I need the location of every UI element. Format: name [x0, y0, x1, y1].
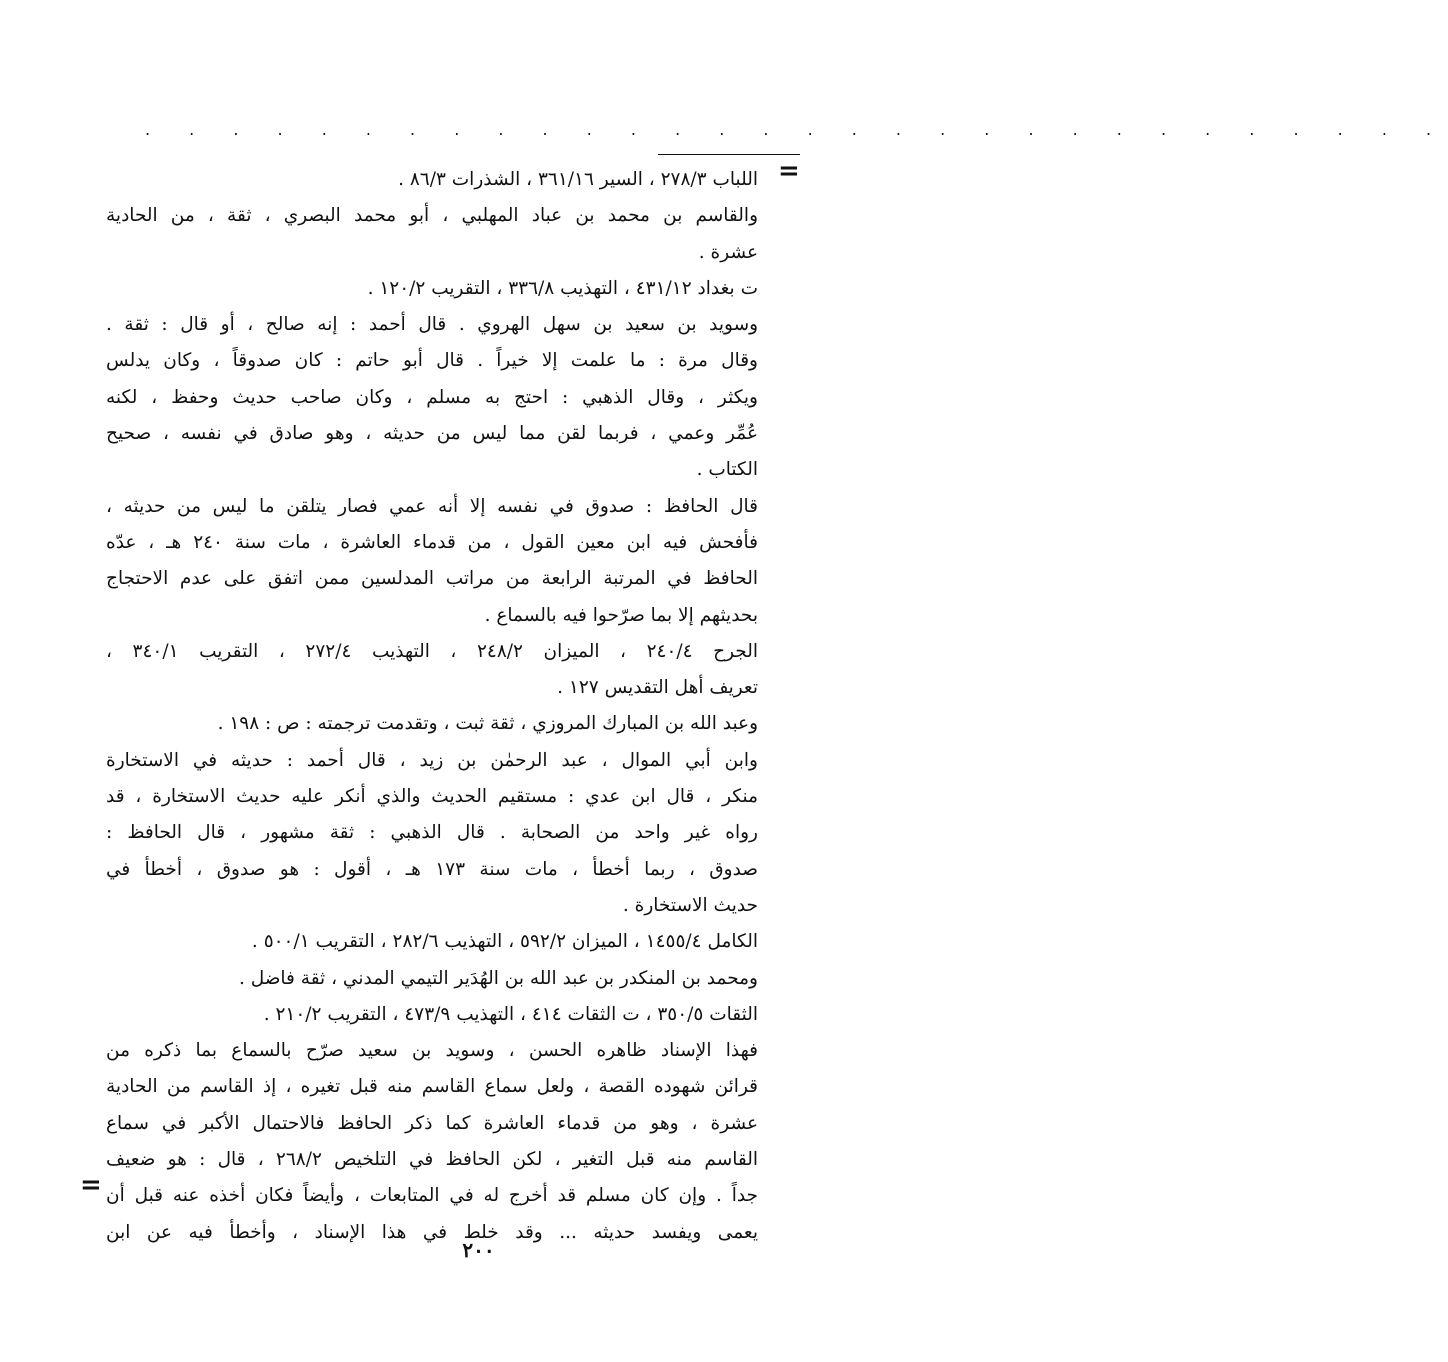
text-line: بحديثهم إلا بما صرّحوا فيه بالسماع . — [484, 604, 758, 626]
text-line: القاسم منه قبل التغير ، لكن الحافظ في التلخيص ٢٦٨/٢ ، قال : هو ضعيف — [106, 1149, 758, 1171]
footnote-text — [106, 162, 758, 1251]
text-line: الثقات ٣٥٠/٥ ، ت الثقات ٤١٤ ، التهذيب ٤٧٣/٩ ، التقريب ٢١٠/٢ . — [263, 1003, 758, 1025]
text-line: عُمِّر وعمي ، فربما لقن مما ليس من حديثه ، وهو صادق في نفسه ، صحيح — [106, 423, 758, 445]
text-line: جداً . وإن كان مسلم قد أخرج له في المتابعات ، وأيضاً فكان أخذه عنه قبل أن — [106, 1185, 758, 1207]
text-line: الكامل ١٤٥٥/٤ ، الميزان ٥٩٢/٢ ، التهذيب ٢٨٢/٦ ، التقريب ٥٠٠/١ . — [251, 931, 758, 953]
text-line: رواه غير واحد من الصحابة . قال الذهبي : ثقة مشهور ، قال الحافظ : — [106, 822, 758, 844]
text-line: الحافظ في المرتبة الرابعة من مراتب المدلسين ممن اتفق على عدم الاحتجاج — [106, 568, 758, 590]
text-line: وسويد بن سعيد بن سهل الهروي . قال أحمد : إنه صالح ، أو قال : ثقة . — [106, 314, 758, 336]
text-line: منكر ، قال ابن عدي : مستقيم الحديث والذي أنكر عليه حديث الاستخارة ، قد — [106, 786, 758, 808]
text-line: والقاسم بن محمد بن عباد المهلبي ، أبو محمد البصري ، ثقة ، من الحادية — [106, 205, 758, 227]
text-line: صدوق ، ربما أخطأ ، مات سنة ١٧٣ هـ ، أقول : هو صدوق ، أخطأ في — [106, 858, 758, 880]
text-line: الجرح ٢٤٠/٤ ، الميزان ٢٤٨/٢ ، التهذيب ٢٧٢/٤ ، التقريب ٣٤٠/١ ، — [106, 640, 758, 662]
text-line: فهذا الإسناد ظاهره الحسن ، وسويد بن سعيد صرّح بالسماع بما ذكره من — [106, 1040, 758, 1062]
footnote-rule — [658, 154, 800, 155]
text-line: ويكثر ، وقال الذهبي : احتج به مسلم ، وكان صاحب حديث وحفظ ، لكنه — [106, 386, 758, 408]
text-line: قال الحافظ : صدوق في نفسه إلا أنه عمي فصار يتلقن ما ليس من حديثه ، — [106, 495, 758, 517]
text-line: تعريف أهل التقديس ١٢٧ . — [557, 677, 758, 699]
text-line: يعمى ويفسد حديثه ... وقد خلط في هذا الإسناد ، وأخطأ فيه عن ابن — [106, 1221, 758, 1243]
text-line: اللباب ٢٧٨/٣ ، السير ٣٦١/١٦ ، الشذرات ٨٦/٣ . — [398, 169, 758, 190]
text-line: وابن أبي الموال ، عبد الرحمٰن بن زيد ، قال أحمد : حديثه في الاستخارة — [106, 749, 758, 771]
text-line: حديث الاستخارة . — [622, 894, 758, 916]
text-line: ت بغداد ٤٣١/١٢ ، التهذيب ٣٣٦/٨ ، التقريب ١٢٠/٢ . — [367, 277, 758, 299]
text-line: قرائن شهوده القصة ، ولعل سماع القاسم منه قبل تغيره ، إذ القاسم من الحادية — [106, 1076, 758, 1098]
text-line: فأفحش فيه ابن معين القول ، من قدماء العاشرة ، مات سنة ٢٤٠ هـ ، عدّه — [106, 531, 758, 553]
text-line: عشرة . — [698, 241, 758, 263]
text-line: وعبد الله بن المبارك المروزي ، ثقة ثبت ، وتقدمت ترجمته : ص : ١٩٨ . — [217, 713, 758, 735]
text-line: الكتاب . — [696, 459, 758, 481]
dot-leader: . . . . . . . . . . . . . . . . . . . . . . . . . . . . . . — [145, 120, 1448, 139]
text-line: وقال مرة : ما علمت إلا خيراً . قال أبو حاتم : كان صدوقاً ، وكان يدلس — [106, 350, 758, 372]
continuation-mark-bottom: = — [80, 1170, 102, 1200]
text-line: عشرة ، وهو من قدماء العاشرة كما ذكر الحافظ فالاحتمال الأكبر في سماع — [106, 1112, 758, 1134]
continuation-mark-top: = — [778, 156, 800, 186]
text-line: ومحمد بن المنكدر بن عبد الله بن الهُدَير التيمي المدني ، ثقة فاضل . — [238, 967, 758, 989]
page-number: ٢٠٠ — [462, 1238, 495, 1262]
